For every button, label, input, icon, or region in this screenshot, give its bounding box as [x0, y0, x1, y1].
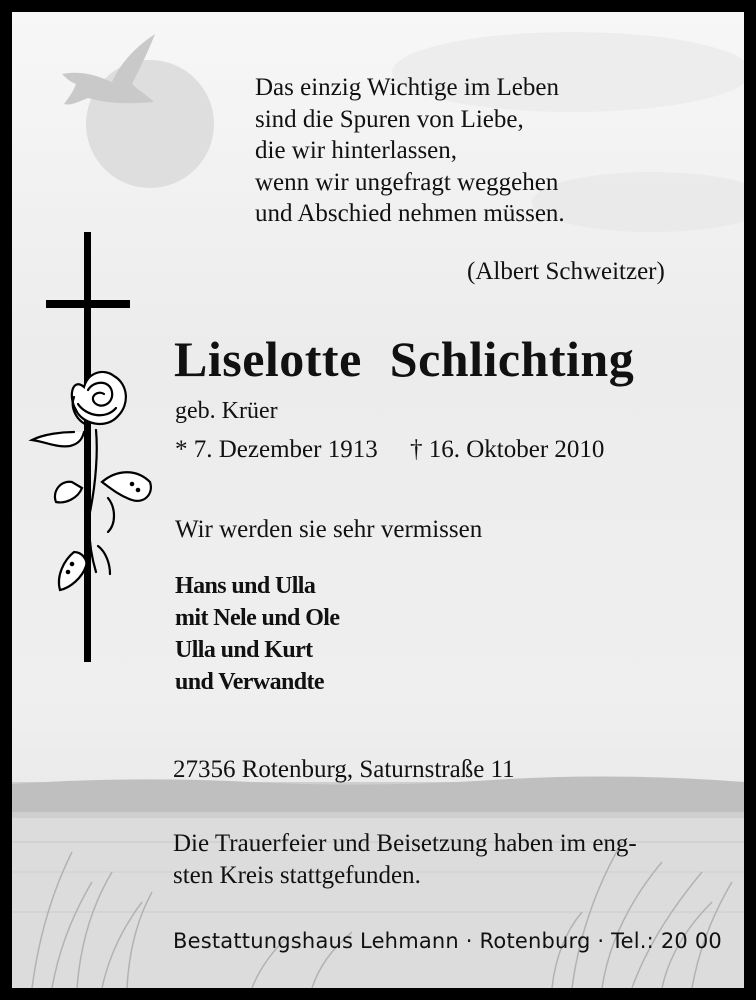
quote-line: die wir hinterlassen, — [255, 137, 458, 164]
rose-icon — [32, 372, 151, 590]
quote-line: sind die Spuren von Liebe, — [255, 105, 524, 133]
birth-date: 7. Dezember 1913 — [193, 436, 378, 463]
mourning-message: Wir werden sie sehr vermissen — [175, 516, 483, 543]
quote-author: (Albert Schweitzer) — [467, 258, 665, 285]
mourner-line: Ulla und Kurt — [175, 637, 313, 663]
maiden-name: geb. Krüer — [175, 398, 278, 424]
quote-line: und Abschied nehmen müssen. — [255, 200, 565, 227]
mourner-line: mit Nele und Ole — [175, 605, 340, 631]
life-dates — [175, 436, 604, 464]
address: 27356 Rotenburg, Saturnstraße 11 — [173, 756, 515, 783]
death-symbol: † — [409, 436, 423, 463]
funeral-note — [173, 828, 637, 892]
cross-icon — [46, 232, 130, 662]
funeral-home-footer: Bestattungshaus Lehmann · Rotenburg · Tel.: 20 00 — [173, 929, 722, 953]
mourner-line: Hans und Ulla — [175, 573, 316, 599]
birth-symbol: * — [175, 436, 188, 463]
last-name: Schlichting — [389, 331, 635, 387]
quote-line: wenn wir ungefragt weggehen — [255, 168, 559, 196]
funeral-note-line: sten Kreis stattgefunden. — [173, 862, 421, 889]
quote — [255, 72, 565, 230]
funeral-note-line: Die Trauerfeier und Beisetzung haben im eng- — [173, 830, 637, 857]
quote-line: Das einzig Wichtige im Leben — [255, 74, 559, 101]
first-name: Liselotte — [174, 331, 362, 387]
mourner-line: und Verwandte — [175, 669, 324, 695]
death-date: 16. Oktober 2010 — [428, 436, 605, 463]
deceased-name — [174, 330, 634, 388]
mourners-list — [175, 570, 339, 698]
